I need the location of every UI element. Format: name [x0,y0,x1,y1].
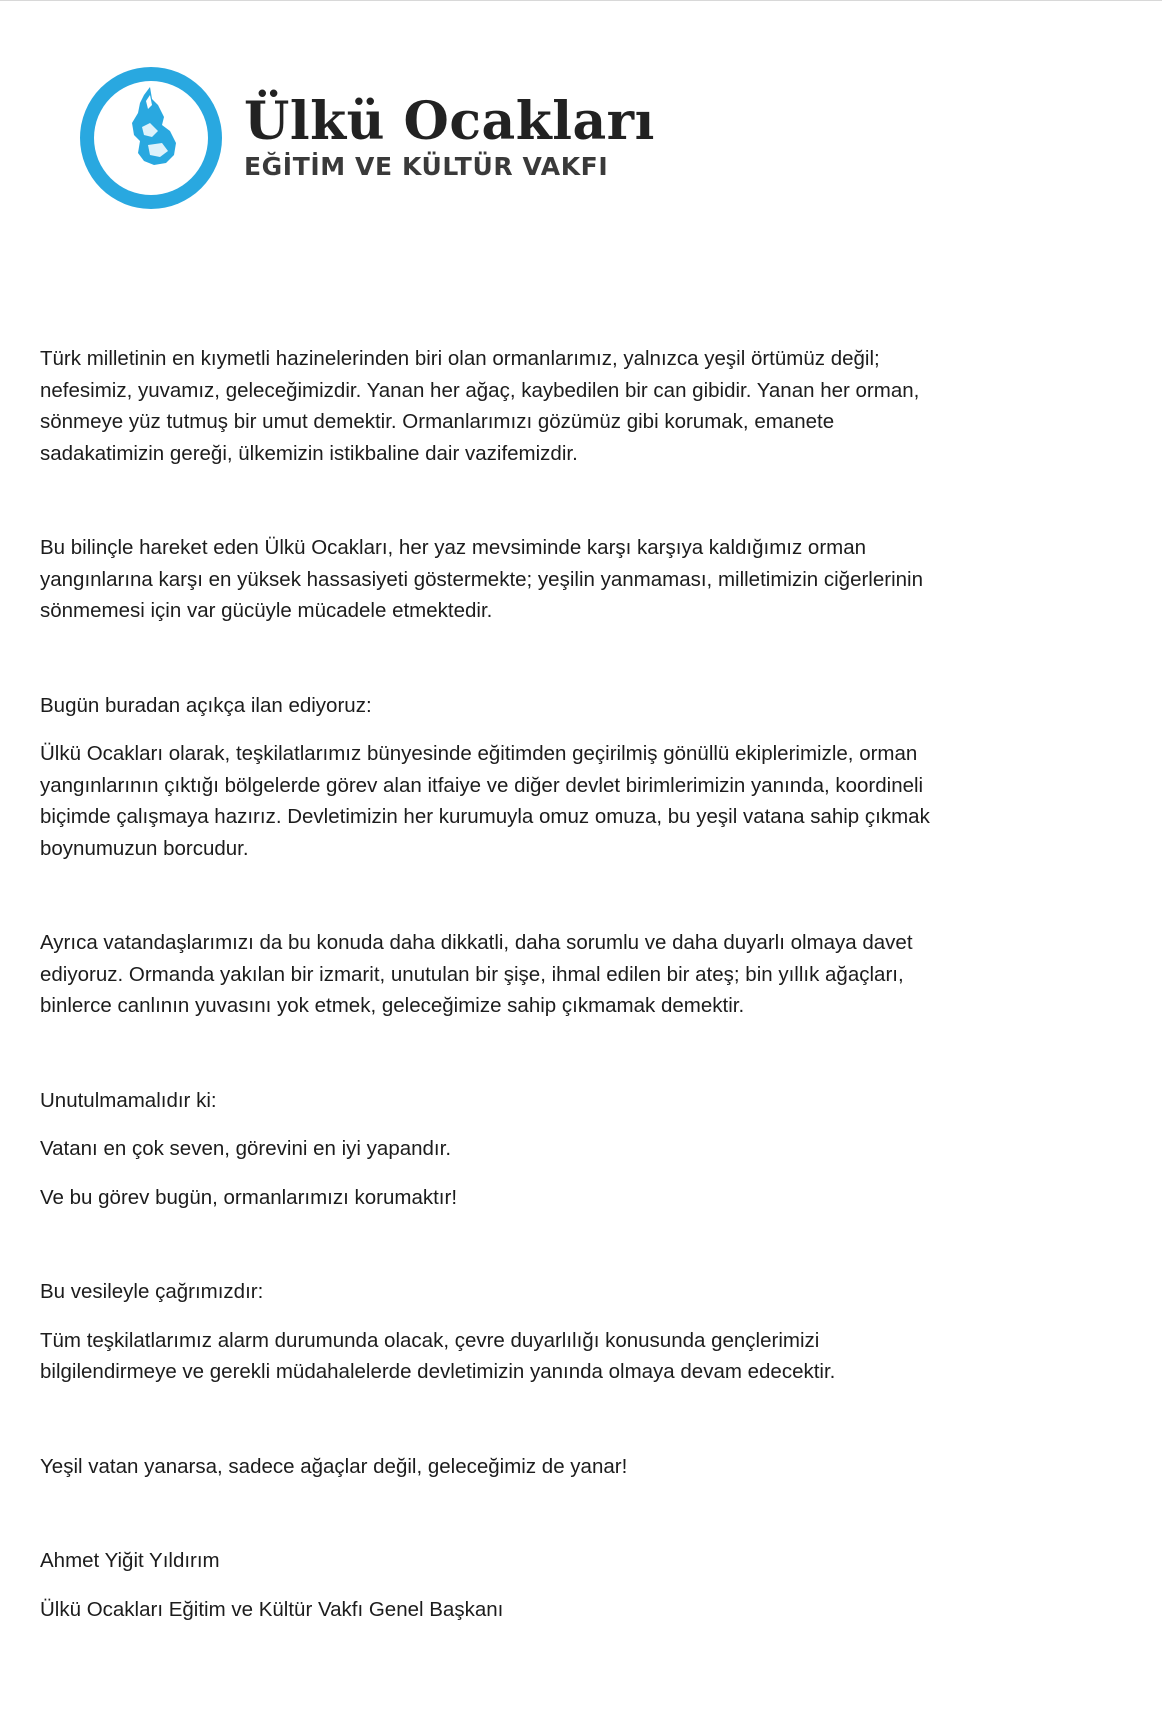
paragraph-intro: Türk milletinin en kıymetli hazinelerinden biri olan ormanlarımız, yalnızca yeşil örtümüz değil; nefesimiz, yuvamız, geleceğimizdir. Yanan her ağaç, kaybedilen bir can gibidir. Yanan her orman, sönmeye yüz tutmuş bir umut demektir. Ormanlarımızı gözümüz gibi korumak, emanete sadakatimizin gereği, ülkemizin istikbaline dair vazifemizdir. [40,347,920,465]
paragraph-call-heading: Bu vesileyle çağrımızdır: [40,1280,264,1303]
brand-subtitle: EĞİTİM VE KÜLTÜR VAKFI [244,152,609,181]
paragraph-reminder-2: Ve bu görev bugün, ormanlarımızı korumaktır! [40,1185,458,1209]
wolf-crescent-logo-icon [78,65,224,211]
paragraph-call: Tüm teşkilatlarımız alarm durumunda olacak, çevre duyarlılığı konusunda gençlerimizi bilgilendirmeye ve gerekli müdahalelerde devletimizin yanında olmaya devam edecektir. [40,1328,836,1383]
paragraph-closing: Yeşil vatan yanarsa, sadece ağaçlar değil, geleceğimiz de yanar! [40,1454,628,1478]
signature-title: Ülkü Ocakları Eğitim ve Kültür Vakfı Genel Başkanı [40,1597,504,1621]
signature-name: Ahmet Yiğit Yıldırım [40,1549,220,1572]
paragraph-citizens: Ayrıca vatandaşlarımızı da bu konuda daha dikkatli, daha sorumlu ve daha duyarlı olmaya davet ediyoruz. Ormanda yakılan bir izmarit, unutulan bir şişe, ihmal edilen bir ateş; bin yıllık ağaçları, binlerce canlının yuvasını yok etmek, geleceğimize sahip çıkmamak demektir. [40,931,913,1017]
brand-block [244,91,655,182]
paragraph-reminder-heading: Unutulmamalıdır ki: [40,1088,217,1112]
letter-body [40,343,1040,1625]
brand-name: Ülkü Ocakları [244,91,655,152]
paragraph-declaration: Ülkü Ocakları olarak, teşkilatlarımız bünyesinde eğitimden geçirilmiş gönüllü ekiplerimizle, orman yangınlarının çıktığı bölgelerde görev alan itfaiye ve diğer devlet birimlerimizin yanında, koordineli biçimde çalışmaya hazırız. Devletimizin her kurumuyla omuz omuza, bu yeşil vatana sahip çıkmak boynumuzun borcudur. [40,742,930,860]
paragraph-awareness: Bu bilinçle hareket eden Ülkü Ocakları, her yaz mevsiminde karşı karşıya kaldığımız orman yangınlarına karşı en yüksek hassasiyeti göstermekte; yeşilin yanmaması, milletimizin ciğerlerinin sönmemesi için var gücüyle mücadele etmektedir. [40,536,923,622]
paragraph-reminder-1: Vatanı en çok seven, görevini en iyi yapandır. [40,1137,452,1160]
letterhead [78,63,655,213]
paragraph-declaration-heading: Bugün buradan açıkça ilan ediyoruz: [40,693,372,717]
